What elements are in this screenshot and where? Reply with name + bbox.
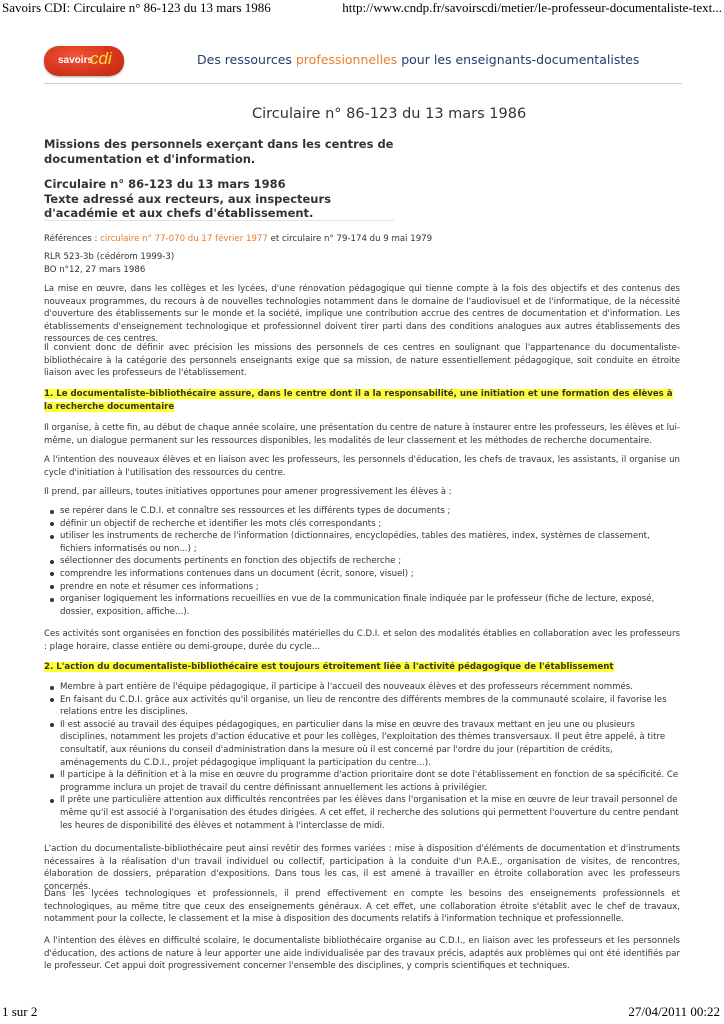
tagline-after: pour les enseignants-documentalistes	[397, 52, 640, 67]
document-subtitle: Missions des personnels exerçant dans les centres de documentation et d'information.	[44, 137, 394, 166]
list-item: Membre à part entière de l'équipe pédagogique, il participe à l'accueil des nouveaux élèves et des professeurs récemment nommés.	[48, 681, 680, 694]
circular-heading	[44, 177, 404, 221]
section-1-paragraph-1: Il organise, à cette fin, au début de chaque année scolaire, une présentation du centre de nature à instaurer entre les professeurs, les élèves et lui-même, un dialogue permanent sur les ressources disponibles, les modalités de leur classement et les méthodes de recherche documentaire.	[44, 423, 680, 446]
references-prefix: Références :	[44, 234, 101, 244]
section-1-paragraph-3: Il prend, par ailleurs, toutes initiatives opportunes pour amener progressivement les élèves à :	[44, 487, 452, 497]
section-2-paragraph-2: Dans les lycées technologiques et professionnels, il prend effectivement en compte les besoins des enseignements professionnels et technologiques, au même titre que ceux des enseignements généraux. A cet effet, une collaboration étroite s'établit avec le chef de travaux, notamment pour la collecte, le classement et la mise à disposition des documents relatifs à l'information technique et professionnelle.	[44, 889, 680, 925]
page-title: Circulaire n° 86-123 du 13 mars 1986	[252, 106, 527, 122]
section-1-paragraph-4: Ces activités sont organisées en fonction des possibilités matérielles du C.D.I. et selon des modalités établies en collaboration avec les professeurs : plage horaire, classe entière ou demi-groupe, durée du cycle...	[44, 629, 680, 652]
browser-page-number: 1 sur 2	[2, 1004, 38, 1019]
tagline-highlight: professionnelles	[295, 52, 398, 67]
logo-text-cdi: cdi	[90, 49, 112, 68]
section-2-title-text: 2. L'action du documentaliste-bibliothécaire est toujours étroitement liée à l'activité pédagogique de l'établissement	[44, 662, 614, 672]
list-item: organiser logiquement les informations recueillies en vue de la communication finale indiquée par le professeur (fiche de lecture, exposé, dossier, exposition, affiche...).	[48, 593, 680, 618]
header-divider	[44, 83, 682, 84]
section-1-title	[44, 388, 684, 413]
section-2-title	[44, 661, 684, 674]
bo-reference: BO n°12, 27 mars 1986	[44, 265, 146, 275]
references-link[interactable]: circulaire n° 77-070 du 17 février 1977	[100, 234, 268, 244]
list-item: se repérer dans le C.D.I. et connaître ses ressources et les différents types de documents ;	[48, 505, 680, 518]
browser-title: Savoirs CDI: Circulaire n° 86-123 du 13 mars 1986	[2, 0, 271, 15]
list-item: sélectionner des documents pertinents en fonction des objectifs de recherche ;	[48, 555, 680, 568]
references-suffix: et circulaire n° 79-174 du 9 mai 1979	[267, 234, 433, 244]
list-item: En faisant du C.D.I. grâce aux activités qu'il organise, un lieu de rencontre des différents membres de la communauté scolaire, il favorise les relations entre les disciplines.	[48, 694, 680, 719]
section-2-bullet-list	[48, 681, 680, 832]
intro-paragraph-1: La mise en œuvre, dans les collèges et les lycées, d'une rénovation pédagogique qui tienne compte à la fois des objectifs et des contenus des nouveaux programmes, du recours à de nouvelles technologies notamment dans le domaine de l'audiovisuel et de l'informatique, de la nécessité d'ouverture des établissements sur le monde et la société, implique une contribution accrue des centres de documentation et d'information. Les établissements d'enseignement technologique et professionnel doivent tirer parti dans des conditions analogues aux autres établissements des ressources de ces centres.	[44, 284, 680, 345]
section-1-bullet-list	[48, 505, 680, 618]
list-item: définir un objectif de recherche et identifier les mots clés correspondants ;	[48, 518, 680, 531]
section-1-title-text: 1. Le documentaliste-bibliothécaire assure, dans le centre dont il a la responsabilité, une initiation et une formation des élèves à la recherche documentaire	[44, 389, 673, 412]
list-item: utiliser les instruments de recherche de l'information (dictionnaires, encyclopédies, tables des matières, index, systèmes de classement, fichiers informatisés ou non...) ;	[48, 530, 680, 555]
tagline-before: Des ressources	[197, 52, 296, 67]
references	[44, 233, 680, 246]
section-2-paragraph-1: L'action du documentaliste-bibliothécaire peut ainsi revêtir des formes variées : mise à disposition d'éléments de documentation et d'instruments nécessaires à la réalisation d'un travail individuel ou collectif, participation à la conduite d'un P.A.E., organisation de visites, de rencontres, élaboration de dossiers, préparation d'expositions. Dans tous les cas, il est amené à travailler en étroite collaboration avec les professeurs concernés.	[44, 844, 680, 892]
list-item: Il participe à la définition et à la mise en œuvre du programme d'action prioritaire dont se dote l'établissement en fonction de sa spécificité. Ce programme inclura un projet de travail du centre définissant annuellement les actions à privilégier.	[48, 769, 680, 794]
rlr-reference: RLR 523-3b (cédérom 1999-3)	[44, 252, 175, 262]
list-item: Il est associé au travail des équipes pédagogiques, en particulier dans la mise en œuvre des travaux mettant en jeu une ou plusieurs disciplines, notamment les projets d'action éducative et pour les collèges, l'exploitation des thèmes transversaux. Il peut être appelé, à titre consultatif, aux réunions du conseil d'administration dans la mesure où il est concerné par l'ordre du jour (répartition de crédits, aménagements du C.D.I., projet pédagogique impliquant la participation du centre...).	[48, 719, 680, 769]
list-item: Il prête une particulière attention aux difficultés rencontrées par les élèves dans l'organisation et la mise en œuvre de leur travail personnel de même qu'il est associé à l'organisation des études dirigées. A cet effet, il recherche des solutions qui permettent l'ouverture du centre pendant les heures de disponibilité des élèves et notamment à l'interclasse de midi.	[48, 794, 680, 832]
heading-divider	[44, 220, 394, 221]
circular-heading-line2: Texte adressé aux recteurs, aux inspecteurs d'académie et aux chefs d'établissement.	[44, 191, 332, 220]
circular-heading-line1: Circulaire n° 86-123 du 13 mars 1986	[44, 177, 286, 191]
section-1-paragraph-2: A l'intention des nouveaux élèves et en liaison avec les professeurs, les personnels d'éducation, les chefs de travaux, les assistants, il organise un cycle d'initiation à l'utilisation des ressources du centre.	[44, 455, 680, 478]
savoirs-cdi-logo[interactable]	[44, 46, 124, 76]
browser-url[interactable]: http://www.cndp.fr/savoirscdi/metier/le-professeur-documentaliste-text...	[342, 0, 722, 15]
browser-datetime: 27/04/2011 00:22	[628, 1004, 720, 1019]
intro-paragraph-2: Il convient donc de définir avec précision les missions des personnels de ces centres en soulignant que l'appartenance du documentaliste-bibliothécaire à la catégorie des personnels enseignants exige que sa mission, de nature essentiellement pédagogique, soit conduite en étroite liaison avec les professeurs de l'établissement.	[44, 343, 680, 379]
logo-text-savoirs: savoirs	[58, 55, 94, 66]
site-tagline	[197, 52, 639, 67]
section-2-paragraph-3: A l'intention des élèves en difficulté scolaire, le documentaliste bibliothécaire organise au C.D.I., en liaison avec les professeurs et les personnels d'éducation, des actions de nature à leur apporter une aide individualisée par des travaux précis, adaptés aux problèmes qui ont été identifiés par le professeur. Cet appui doit progressivement concerner l'ensemble des disciplines, y compris scientifiques et techniques.	[44, 936, 680, 972]
list-item: comprendre les informations contenues dans un document (écrit, sonore, visuel) ;	[48, 568, 680, 581]
list-item: prendre en note et résumer ces informations ;	[48, 581, 680, 594]
